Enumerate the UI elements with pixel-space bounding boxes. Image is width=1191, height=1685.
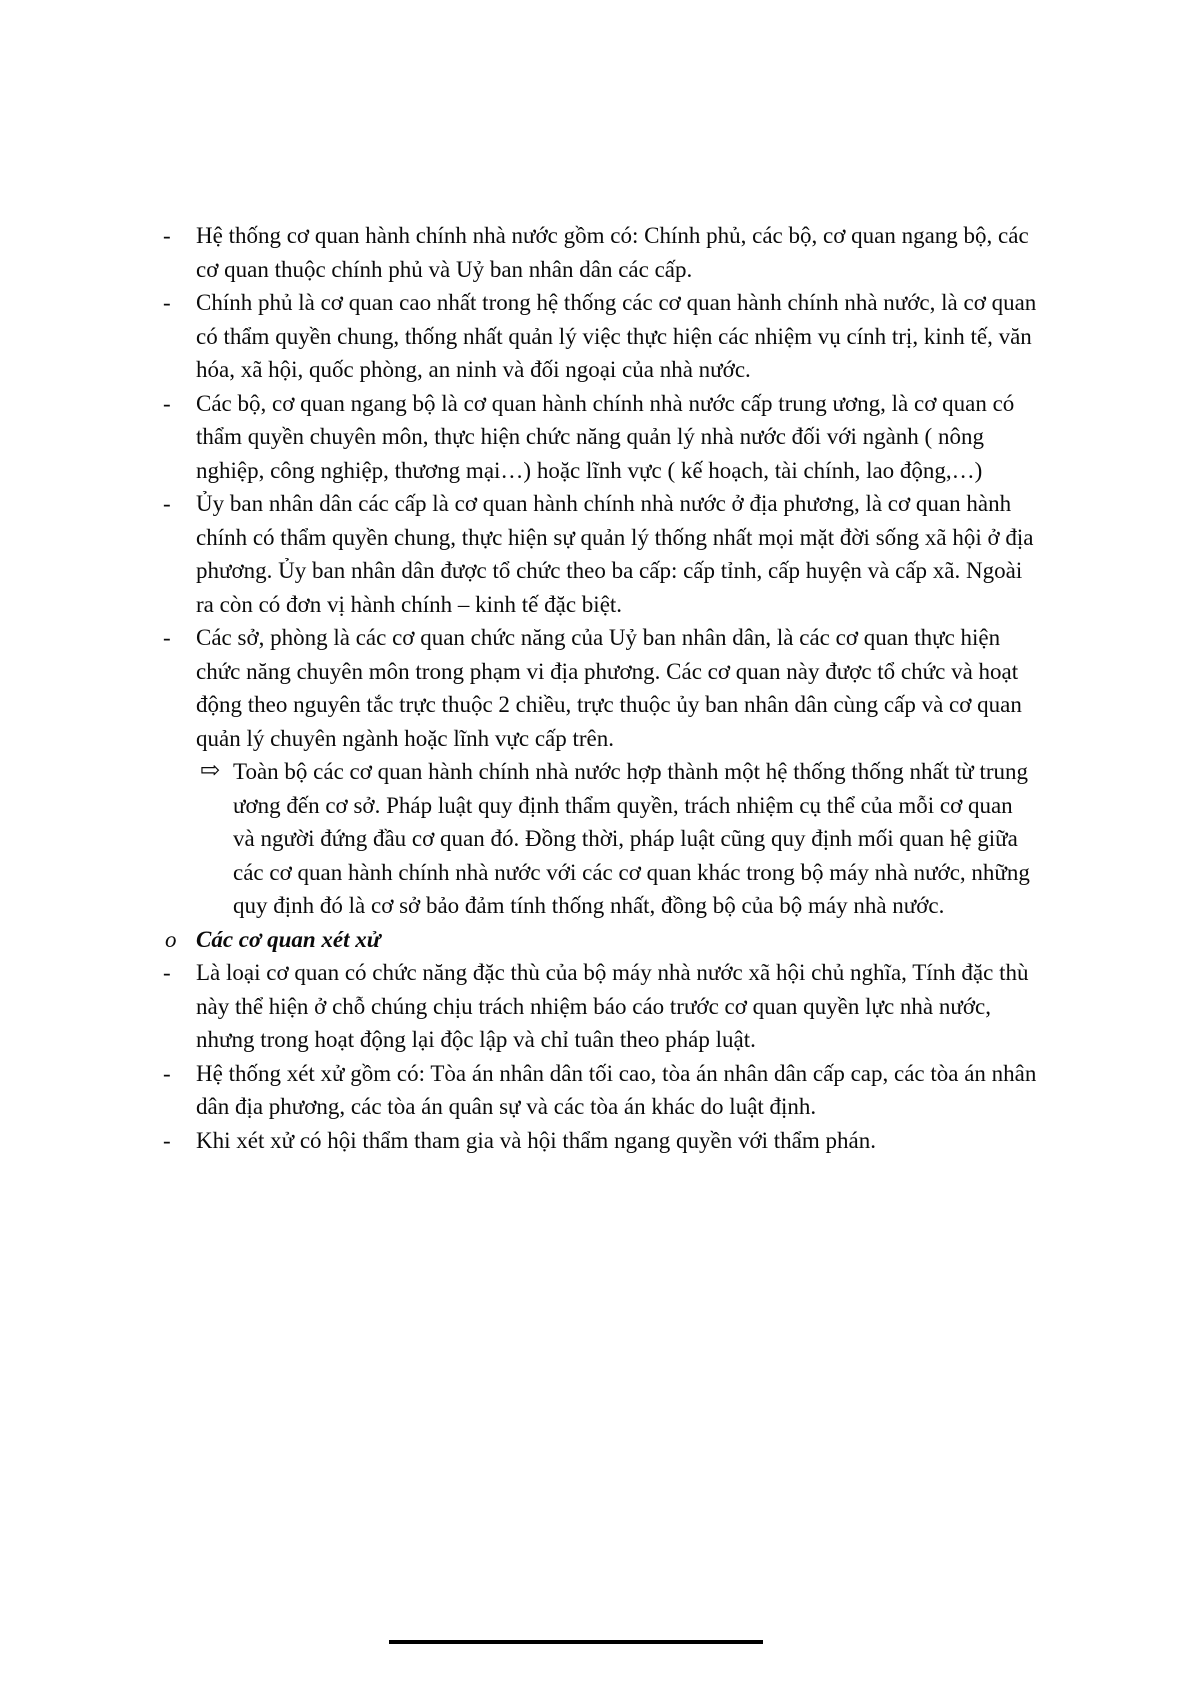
conclusion-item xyxy=(200,755,1037,923)
section-heading-text: Các cơ quan xét xử xyxy=(196,926,381,952)
dash-bullet: - xyxy=(163,290,171,315)
dash-bullet: - xyxy=(163,960,171,985)
dash-bullet: - xyxy=(163,1060,171,1086)
list-item xyxy=(163,387,1037,488)
circle-bullet: o xyxy=(165,926,177,952)
dash-bullet: - xyxy=(163,625,171,650)
section-heading xyxy=(165,923,1037,957)
conclusion-text: Toàn bộ các cơ quan hành chính nhà nước hợp thành một hệ thống thống nhất từ trung ương đến cơ sở. Pháp luật quy định thẩm quyền, trách nhiệm cụ thể của mỗi cơ quan và người đứng đầu cơ quan đó. Đồng thời, pháp luật cũng quy định mối quan hệ giữa các cơ quan hành chính nhà nước với các cơ quan khác trong bộ máy nhà nước, những quy định đó là cơ sở bảo đảm tính thống nhất, đồng bộ của bộ máy nhà nước. xyxy=(233,759,1030,918)
list-item xyxy=(163,956,1037,1057)
list-item-text: Là loại cơ quan có chức năng đặc thù của bộ máy nhà nước xã hội chủ nghĩa, Tính đặc thù này thể hiện ở chỗ chúng chịu trách nhiệm báo cáo trước cơ quan quyền lực nhà nước, nhưng trong hoạt động lại độc lập và chỉ tuân theo pháp luật. xyxy=(196,960,1029,1052)
dash-bullet: - xyxy=(163,390,171,416)
document-body xyxy=(163,219,1037,1157)
arrow-bullet-icon: ⇨ xyxy=(200,758,221,784)
dash-bullet: - xyxy=(163,491,171,516)
list-item-text: Hệ thống cơ quan hành chính nhà nước gồm có: Chính phủ, các bộ, cơ quan ngang bộ, các cơ quan thuộc chính phủ và Uỷ ban nhân dân các cấp. xyxy=(196,223,1029,282)
list-item xyxy=(163,1124,1037,1158)
list-item xyxy=(163,487,1037,621)
list-item-text: Khi xét xử có hội thẩm tham gia và hội thẩm ngang quyền với thẩm phán. xyxy=(196,1127,876,1153)
list-item-text: Chính phủ là cơ quan cao nhất trong hệ thống các cơ quan hành chính nhà nước, là cơ quan có thẩm quyền chung, thống nhất quản lý việc thực hiện các nhiệm vụ cính trị, kinh tế, văn hóa, xã hội, quốc phòng, an ninh và đối ngoại của nhà nước. xyxy=(196,290,1037,382)
list-item-text: Các bộ, cơ quan ngang bộ là cơ quan hành chính nhà nước cấp trung ương, là cơ quan có thẩm quyền chuyên môn, thực hiện chức năng quản lý nhà nước đối với ngành ( nông nghiệp, công nghiệp, thương mại…) hoặc lĩnh vực ( kế hoạch, tài chính, lao động,…) xyxy=(196,390,1015,483)
list-item xyxy=(163,219,1037,286)
list-item xyxy=(163,1057,1037,1124)
page-bottom-divider xyxy=(389,1640,763,1644)
list-item-text: Các sở, phòng là các cơ quan chức năng của Uỷ ban nhân dân, là các cơ quan thực hiện chức năng chuyên môn trong phạm vi địa phương. Các cơ quan này được tổ chức và hoạt động theo nguyên tắc trực thuộc 2 chiều, trực thuộc ủy ban nhân dân cùng cấp và cơ quan quản lý chuyên ngành hoặc lĩnh vực cấp trên. xyxy=(196,625,1022,751)
dash-bullet: - xyxy=(163,1127,171,1153)
list-item xyxy=(163,621,1037,755)
list-item-text: Hệ thống xét xử gồm có: Tòa án nhân dân tối cao, tòa án nhân dân cấp cap, các tòa án nhân dân địa phương, các tòa án quân sự và các tòa án khác do luật định. xyxy=(196,1060,1037,1119)
list-item-text: Ủy ban nhân dân các cấp là cơ quan hành chính nhà nước ở địa phương, là cơ quan hành chính có thẩm quyền chung, thực hiện sự quản lý thống nhất mọi mặt đời sống xã hội ở địa phương. Ủy ban nhân dân được tổ chức theo ba cấp: cấp tỉnh, cấp huyện và cấp xã. Ngoài ra còn có đơn vị hành chính – kinh tế đặc biệt. xyxy=(196,491,1034,617)
list-item xyxy=(163,286,1037,387)
dash-bullet: - xyxy=(163,223,171,248)
